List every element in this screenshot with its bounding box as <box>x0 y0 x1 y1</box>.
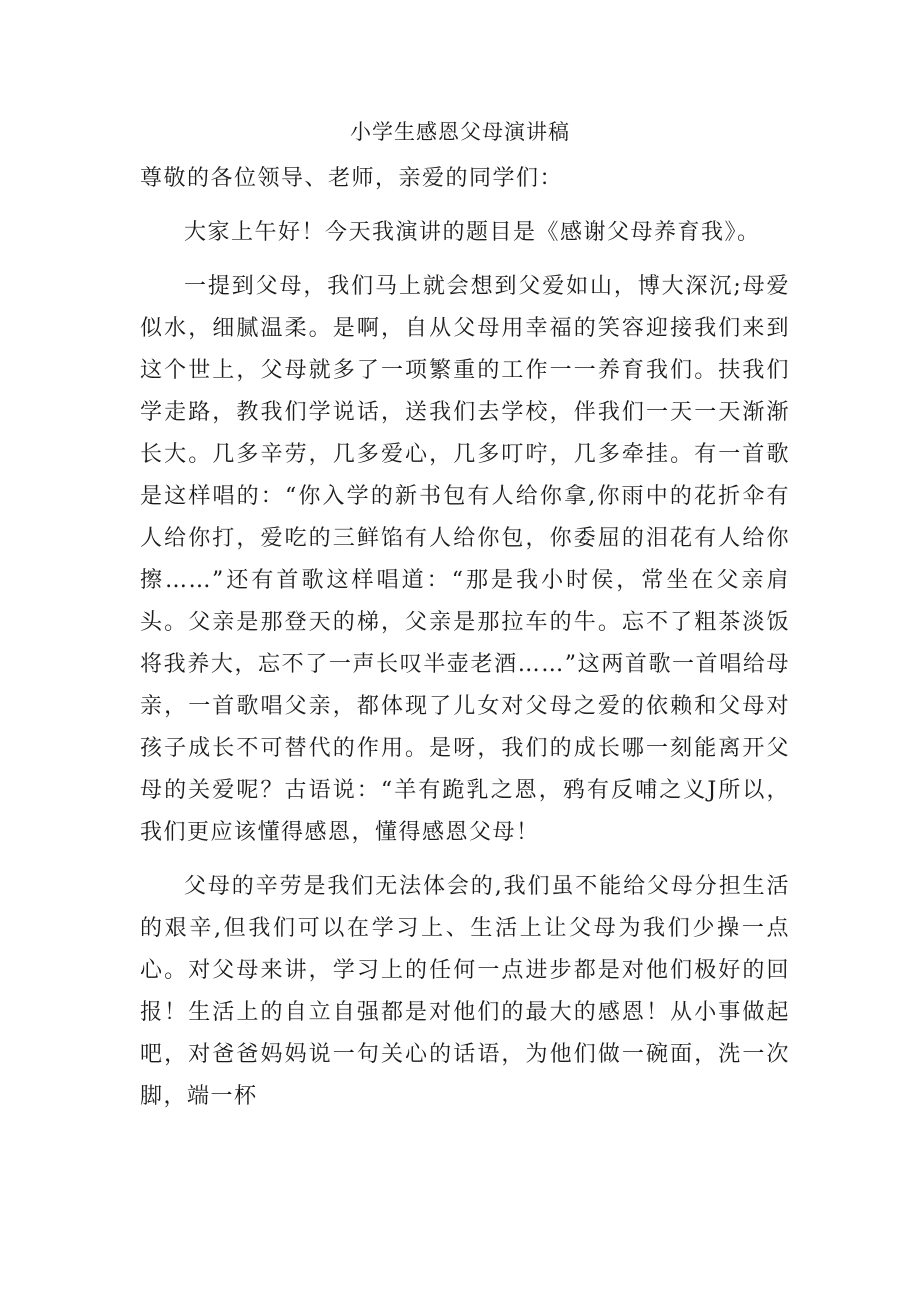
document-body <box>140 158 790 1130</box>
paragraph-gratitude-actions: 父母的辛劳是我们无法体会的,我们虽不能给父母分担生活的艰辛,但我们可以在学习上、生活上让父母为我们少操一点心。对父母来讲，学习上的任何一点进步都是对他们极好的回报！生活上的自立自强都是对他们的最大的感恩！从小事做起吧，对爸爸妈妈说一句关心的话语，为他们做一碗面，洗一次脚，端一杯 <box>140 874 790 1109</box>
paragraph-parents-love: 一提到父母，我们马上就会想到父爱如山，博大深沉;母爱似水，细腻温柔。是啊，自从父母用幸福的笑容迎接我们来到这个世上，父母就多了一项繁重的工作一一养育我们。扶我们学走路，教我们学说话，送我们去学校，伴我们一天一天渐渐长大。几多辛劳，几多爱心，几多叮咛，几多牵挂。有一首歌是这样唱的：“你入学的新书包有人给你拿,你雨中的花折伞有人给你打，爱吃的三鲜馅有人给你包，你委屈的泪花有人给你擦……”还有首歌这样唱道：“那是我小时侯，常坐在父亲肩头。父亲是那登天的梯，父亲是那拉车的牛。忘不了粗茶淡饭将我养大，忘不了一声长叹半壶老酒……”这两首歌一首唱给母亲，一首歌唱父亲，都体现了儿女对父母之爱的依赖和父母对孩子成长不可替代的作用。是呀，我们的成长哪一刻能离开父母的关爱呢？古语说：“羊有跪乳之恩，鸦有反哺之义J所以，我们更应该懂得感恩，懂得感恩父母！ <box>140 274 790 845</box>
salutation: 尊敬的各位领导、老师，亲爱的同学们： <box>140 166 564 191</box>
document-title: 小学生感恩父母演讲稿 <box>350 120 570 144</box>
paragraph-greeting: 大家上午好！今天我演讲的题目是《感谢父母养育我》。 <box>184 220 761 245</box>
